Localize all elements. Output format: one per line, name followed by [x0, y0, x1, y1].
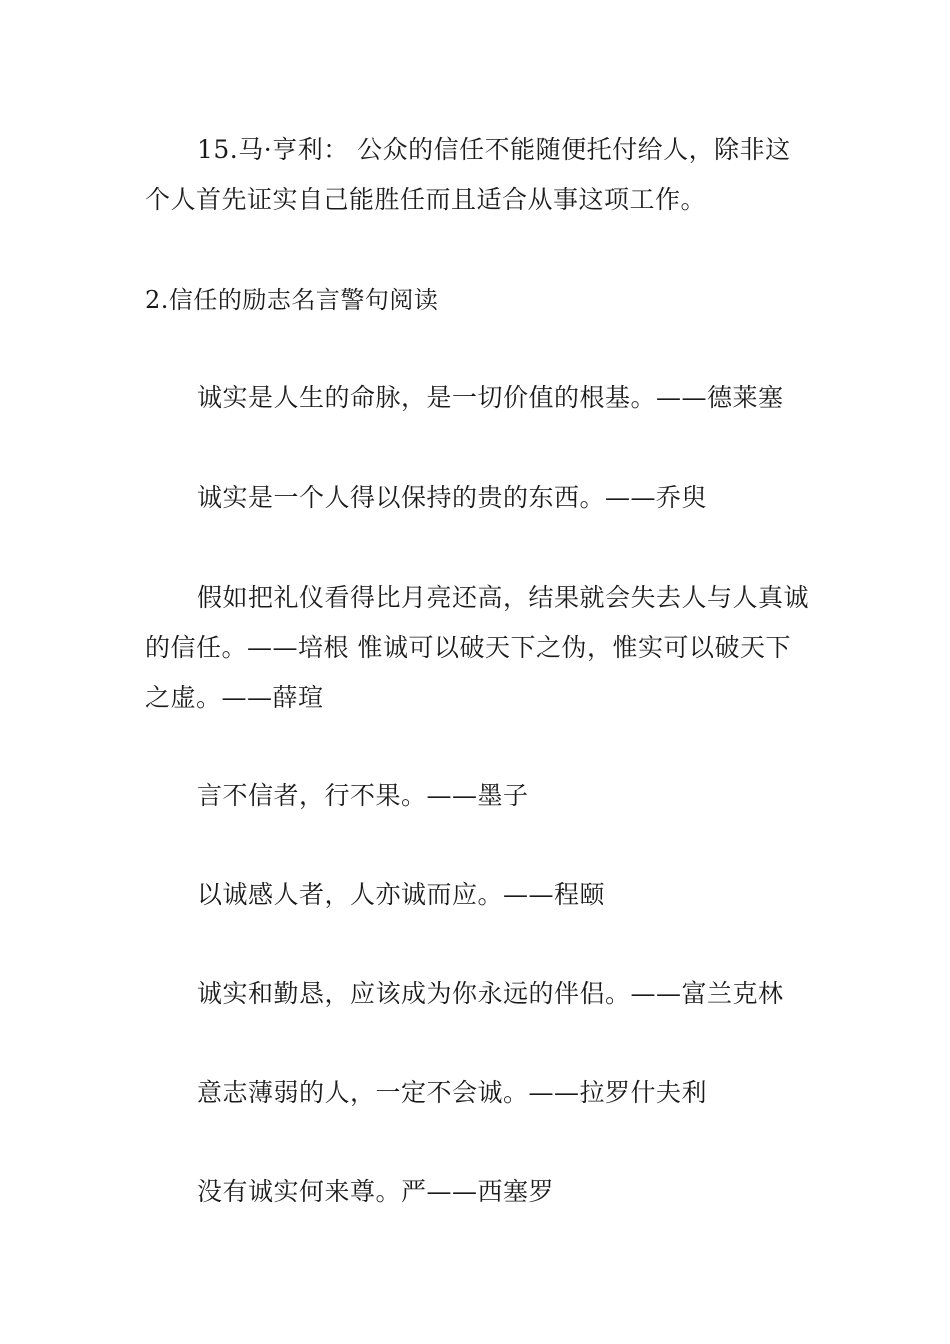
paragraph-quote-larochefoucauld: 意志薄弱的人，一定不会诚。——拉罗什夫利 [197, 1078, 708, 1107]
paragraph-quote-dreiser: 诚实是人生的命脉，是一切价值的根基。——德莱塞 [197, 383, 784, 412]
section-heading: 2.信任的励志名言警句阅读 [145, 286, 439, 314]
paragraph-quote-bacon: 假如把礼仪看得比月亮还高，结果就会失去人与人真诚的信任。——培根 惟诚可以破天下之伪，惟实可以破天下之虚。——薛瑄 [145, 583, 810, 712]
paragraph-quote-chengyi: 以诚感人者，人亦诚而应。——程颐 [197, 880, 606, 909]
paragraph-quote-henry: 15.马·亨利： 公众的信任不能随便托付给人，除非这个人首先证实自己能胜任而且适合从事这项工作。 [145, 135, 791, 214]
paragraph-quote-franklin: 诚实和勤恳，应该成为你永远的伴侣。——富兰克林 [197, 979, 784, 1008]
paragraph-quote-mozi: 言不信者，行不果。——墨子 [197, 781, 529, 810]
paragraph-quote-chaucer: 诚实是一个人得以保持的贵的东西。——乔臾 [197, 483, 708, 512]
paragraph-quote-cicero: 没有诚实何来尊。严——西塞罗 [197, 1177, 555, 1206]
